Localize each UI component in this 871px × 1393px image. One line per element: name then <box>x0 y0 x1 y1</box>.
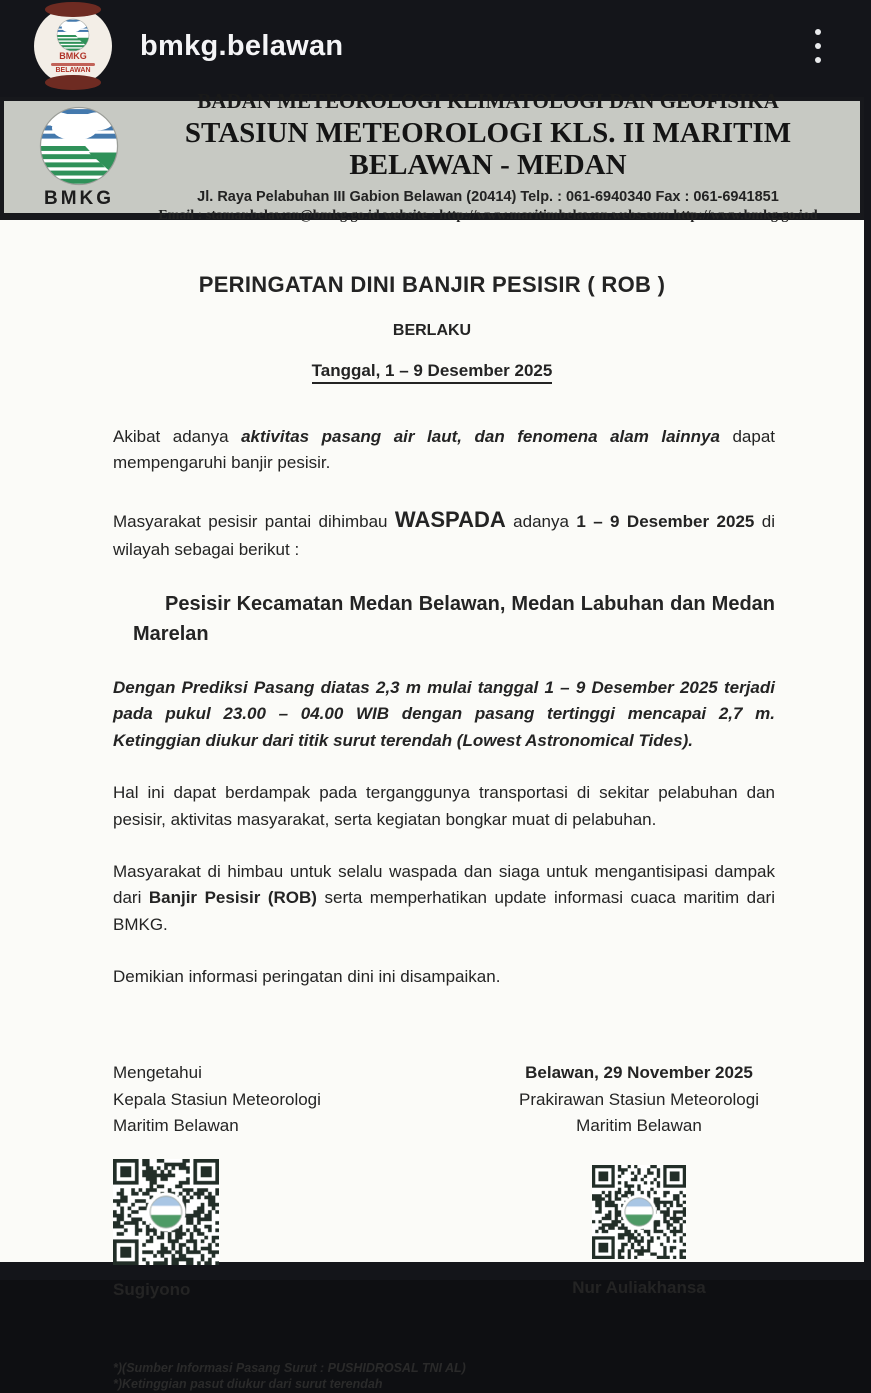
kebab-dot <box>815 57 821 63</box>
paragraph-advice: Masyarakat di himbau untuk selalu waspada dan siaga untuk mengantisipasi dampak dari Banjir Pesisir (ROB) serta memperhatikan update informasi cuaca maritim dari BMKG. <box>113 861 775 934</box>
letterhead-text-block <box>140 90 850 223</box>
account-username[interactable]: bmkg.belawan <box>140 29 344 62</box>
station-contact: Email : stamar.belawan@bmkg.go.id website : http://www.maritimbelawan.webs.com http://www.bmkg.go.iod <box>158 208 818 224</box>
qr-code-signature-left <box>113 1159 219 1265</box>
paragraph-closing: Demikian informasi peringatan dini ini disampaikan. <box>113 966 501 986</box>
avatar-decor-arc-bottom <box>45 75 101 91</box>
signature-right-name: Nur Auliakhansa <box>572 1278 706 1298</box>
signature-left-block <box>113 1060 413 1303</box>
station-address: Jl. Raya Pelabuhan III Gabion Belawan (20414) Telp. : 061-6940340 Fax : 061-6941851 <box>197 188 779 205</box>
validity-date: Tanggal, 1 – 9 Desember 2025 <box>312 361 553 384</box>
kebab-dot <box>815 43 821 49</box>
signature-date: Belawan, 29 November 2025 <box>525 1063 753 1083</box>
signature-left-line: Maritim Belawan <box>113 1115 239 1135</box>
avatar-label-bmkg: BMKG <box>59 51 87 61</box>
paragraph-tide-prediction: Dengan Prediksi Pasang diatas 2,3 m mulai tanggal 1 – 9 Desember 2025 terjadi pada pukul 23.00 – 04.00 WIB dengan pasang tertinggi mencapai 2,7 m. Ketinggian diukur dari titik surut terendah (Lowest Astronomical Tides). <box>113 678 775 750</box>
signature-right-line: Maritim Belawan <box>576 1115 702 1135</box>
station-name: STASIUN METEOROLOGI KLS. II MARITIM BELAWAN - MEDAN <box>184 116 792 182</box>
letterhead-logo-label: BMKG <box>43 187 115 209</box>
title-block <box>0 272 864 384</box>
paragraph-impact: Hal ini dapat berdampak pada terganggunya transportasi di sekitar pelabuhan dan pesisir, aktivitas masyarakat, serta kegiatan bongkar muat di pelabuhan. <box>113 783 775 829</box>
validity-label: BERLAKU <box>392 322 472 339</box>
footnote-source: *)(Sumber Informasi Pasang Surut : PUSHIDROSAL TNI AL) <box>113 1360 466 1375</box>
letterhead-logo-block <box>18 105 140 210</box>
warning-letter-document <box>0 89 864 1392</box>
signature-section <box>0 1060 864 1303</box>
paragraph-warning: Masyarakat pesisir pantai dihimbau WASPADA adanya 1 – 9 Desember 2025 di wilayah sebagai berikut : <box>113 506 775 559</box>
agency-name: BADAN METEOROLOGI KLIMATOLOGI DAN GEOFISIKA <box>197 89 779 114</box>
post-header-bar <box>0 0 871 92</box>
affected-region-heading: Pesisir Kecamatan Medan Belawan, Medan Labuhan dan Medan Marelan <box>133 593 775 646</box>
avatar-label-belawan: BELAWAN <box>55 66 91 74</box>
signature-left-line: Kepala Stasiun Meteorologi <box>113 1089 321 1109</box>
bmkg-logo-icon <box>56 18 90 52</box>
footnotes <box>0 1360 864 1393</box>
kebab-menu-icon[interactable] <box>809 23 827 69</box>
avatar-decor-arc-top <box>45 2 101 18</box>
signature-left-name: Sugiyono <box>113 1280 191 1300</box>
footnote-measure: *)Ketinggian pasut diukur dari surut terendah <box>113 1377 383 1392</box>
letterhead <box>0 89 864 224</box>
avatar[interactable] <box>34 7 112 85</box>
signature-right-block <box>474 1060 804 1303</box>
kebab-dot <box>815 29 821 35</box>
paragraph-cause: Akibat adanya aktivitas pasang air laut, dan fenomena alam lainnya dapat mempengaruhi banjir pesisir. <box>113 427 776 473</box>
document-body <box>0 424 864 990</box>
signature-right-line: Prakirawan Stasiun Meteorologi <box>518 1089 759 1109</box>
document-title: PERINGATAN DINI BANJIR PESISIR ( ROB ) <box>198 272 666 297</box>
avatar-fineprint-line <box>51 63 95 66</box>
bmkg-logo-icon <box>38 105 120 187</box>
signature-left-line: Mengetahui <box>113 1063 202 1083</box>
qr-code-signature-right <box>592 1165 686 1259</box>
